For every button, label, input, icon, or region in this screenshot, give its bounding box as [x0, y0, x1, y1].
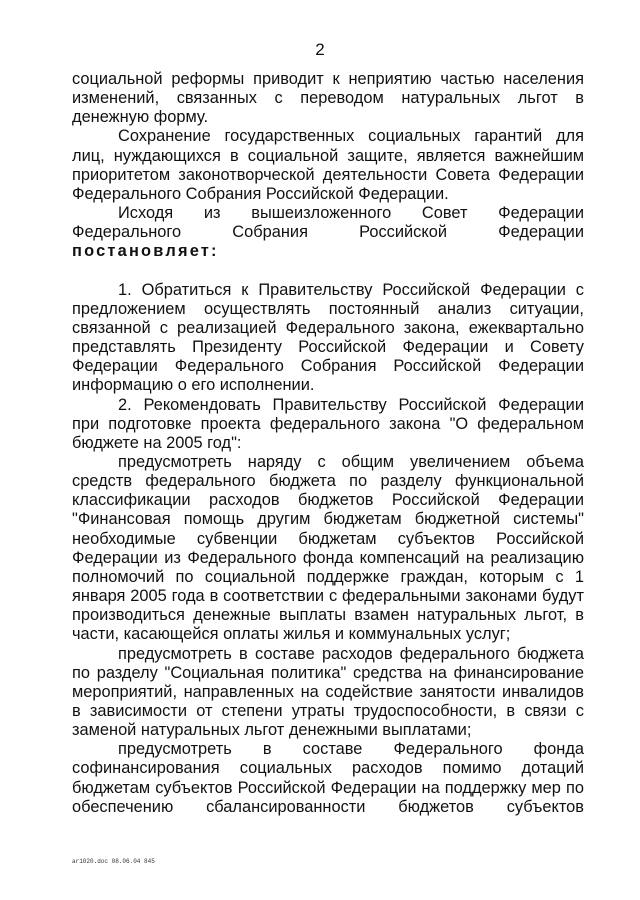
paragraph-item-1: 1. Обратиться к Правительству Российской Федерации с предложением осуществлять постоянный анализ ситуации, связанной с реализацией Федерального закона, ежеквартально представлять Президенту Российской Федерации и Совету Федерации Федерального Собрания Российской Федерации информацию о его исполнении. [72, 280, 584, 395]
paragraph-social-guarantees: Сохранение государственных социальных гарантий для лиц, нуждающихся в социальной защите, является важнейшим приоритетом законотворческой деятельности Совета Федерации Федерального Собрания Российской Федерации. [72, 127, 584, 203]
paragraph-item-2-cofinancing: предусмотреть в составе Федерального фонда софинансирования социальных расходов помимо дотаций бюджетам субъектов Российской Федерации на поддержку мер по обеспечению сбалансированности бюджетов субъектов [72, 740, 584, 816]
footer-file-info: ar1020.doc 08.06.04 845 [72, 858, 155, 865]
paragraph-item-2-employment: предусмотреть в составе расходов федерального бюджета по разделу "Социальная политика" средства на финансирование мероприятий, направленных на содействие занятости инвалидов в зависимости от степени утраты трудоспособности, в связи с заменой натуральных льгот денежными выплатами; [72, 644, 584, 740]
decree-heading: постановляет: [72, 242, 219, 261]
spacer [72, 262, 584, 281]
document-body [72, 70, 584, 817]
paragraph-item-2: 2. Рекомендовать Правительству Российской Федерации при подготовке проекта федерального закона "О федеральном бюджете на 2005 год": [72, 395, 584, 452]
page-number: 2 [315, 40, 325, 59]
paragraph-continuation: социальной реформы приводит к неприятию частью населения изменений, связанных с переводом натуральных льгот в денежную форму. [72, 70, 584, 127]
paragraph-preamble: Исходя из вышеизложенного Совет Федерации Федерального Собрания Российской Федерации [72, 204, 584, 242]
paragraph-item-2-subsidies: предусмотреть наряду с общим увеличением объема средств федерального бюджета по разделу функциональной классификации расходов бюджетов Российской Федерации "Финансовая помощь другим бюджетам бюджетной системы" необходимые субвенции бюджетам субъектов Российской Федерации из Федерального фонда компенсаций на реализацию полномочий по социальной поддержке граждан, которым с 1 января 2005 года в соответствии с федеральными законами будут производиться денежные выплаты взамен натуральных льгот, в части, касающейся оплаты жилья и коммунальных услуг; [72, 452, 584, 644]
